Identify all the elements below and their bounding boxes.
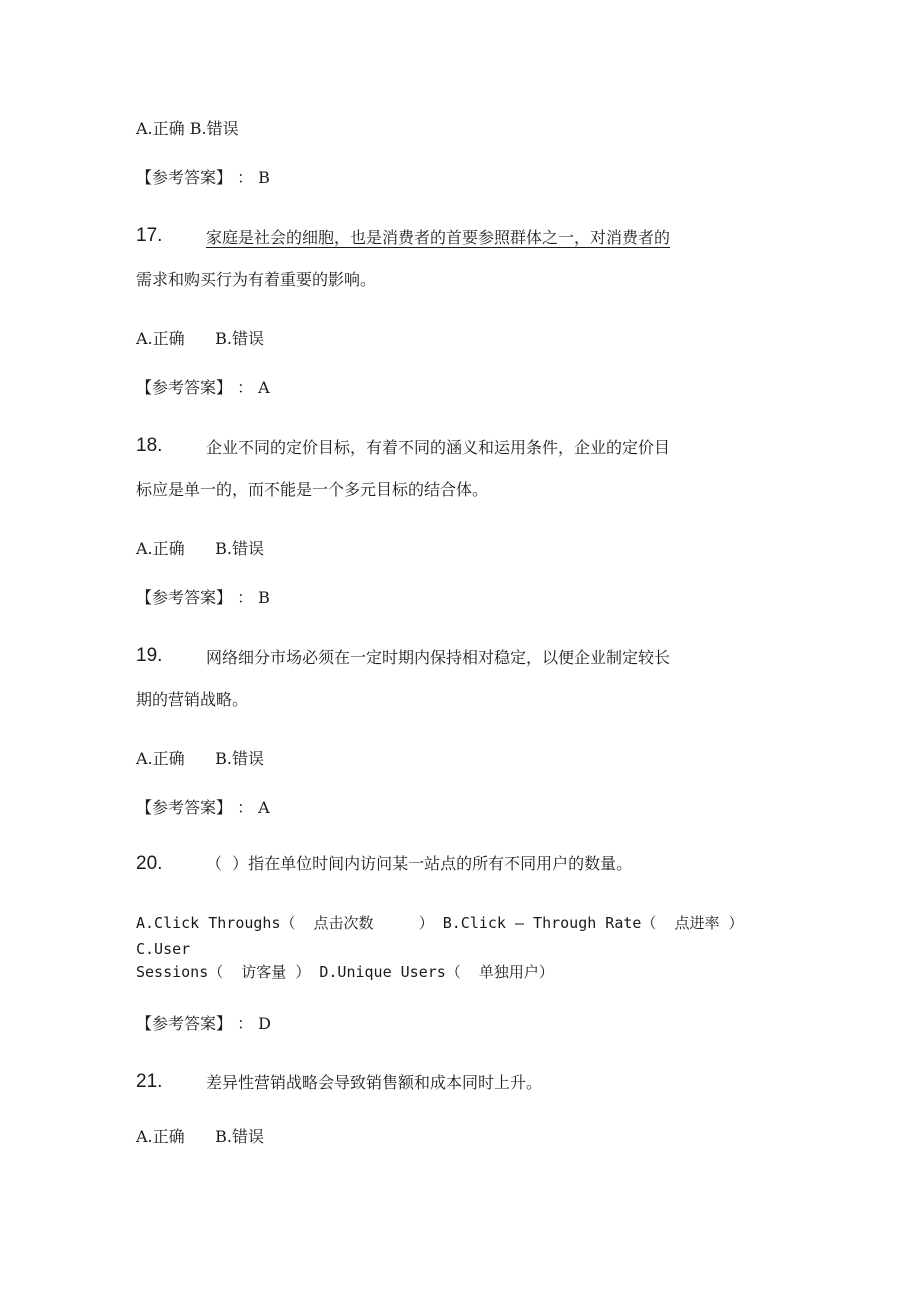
question-stem-17-line1: 家庭是社会的细胞，也是消费者的首要参照群体之一，对消费者的 bbox=[206, 228, 671, 247]
options-17: A.正确 B.错误 bbox=[136, 329, 265, 348]
options-19: A.正确 B.错误 bbox=[136, 749, 265, 768]
answer-17: 【参考答案】 ： A bbox=[136, 378, 270, 397]
question-stem-19-line1: 网络细分市场必须在一定时期内保持相对稳定，以便企业制定较长 bbox=[206, 648, 671, 667]
options-20-line2: C.User bbox=[136, 940, 191, 958]
question-number-17: 17. bbox=[136, 225, 163, 246]
question-number-21: 21. bbox=[136, 1071, 163, 1092]
answer-19: 【参考答案】 ： A bbox=[136, 798, 270, 817]
question-stem-18-line2: 标应是单一的，而不能是一个多元目标的结合体。 bbox=[136, 480, 489, 499]
question-number-18: 18. bbox=[136, 435, 163, 456]
question-number-20: 20. bbox=[136, 853, 163, 874]
question-stem-18-line1: 企业不同的定价目标，有着不同的涵义和运用条件，企业的定价目 bbox=[206, 438, 671, 457]
answer-20: 【参考答案】 ： D bbox=[136, 1014, 272, 1033]
options-18: A.正确 B.错误 bbox=[136, 539, 265, 558]
question-stem-20-line1: （ ）指在单位时间内访问某一站点的所有不同用户的数量。 bbox=[206, 854, 633, 873]
options-20-line3: Sessions（ 访客量 ） D.Unique Users（ 单独用户） bbox=[136, 963, 554, 981]
question-number-19: 19. bbox=[136, 645, 163, 666]
answer-18: 【参考答案】 ： B bbox=[136, 588, 270, 607]
options-20-line1: A.Click Throughs（ 点击次数 ） B.Click — Through Rate（ 点进率 ） bbox=[136, 914, 744, 932]
answer-16: 【参考答案】 ： B bbox=[136, 168, 270, 187]
options-16: A.正确 B.错误 bbox=[136, 119, 239, 138]
options-21: A.正确 B.错误 bbox=[136, 1127, 265, 1146]
question-stem-17-line2: 需求和购买行为有着重要的影响。 bbox=[136, 270, 377, 289]
question-stem-19-line2: 期的营销战略。 bbox=[136, 690, 249, 709]
question-stem-21-line1: 差异性营销战略会导致销售额和成本同时上升。 bbox=[206, 1073, 543, 1092]
